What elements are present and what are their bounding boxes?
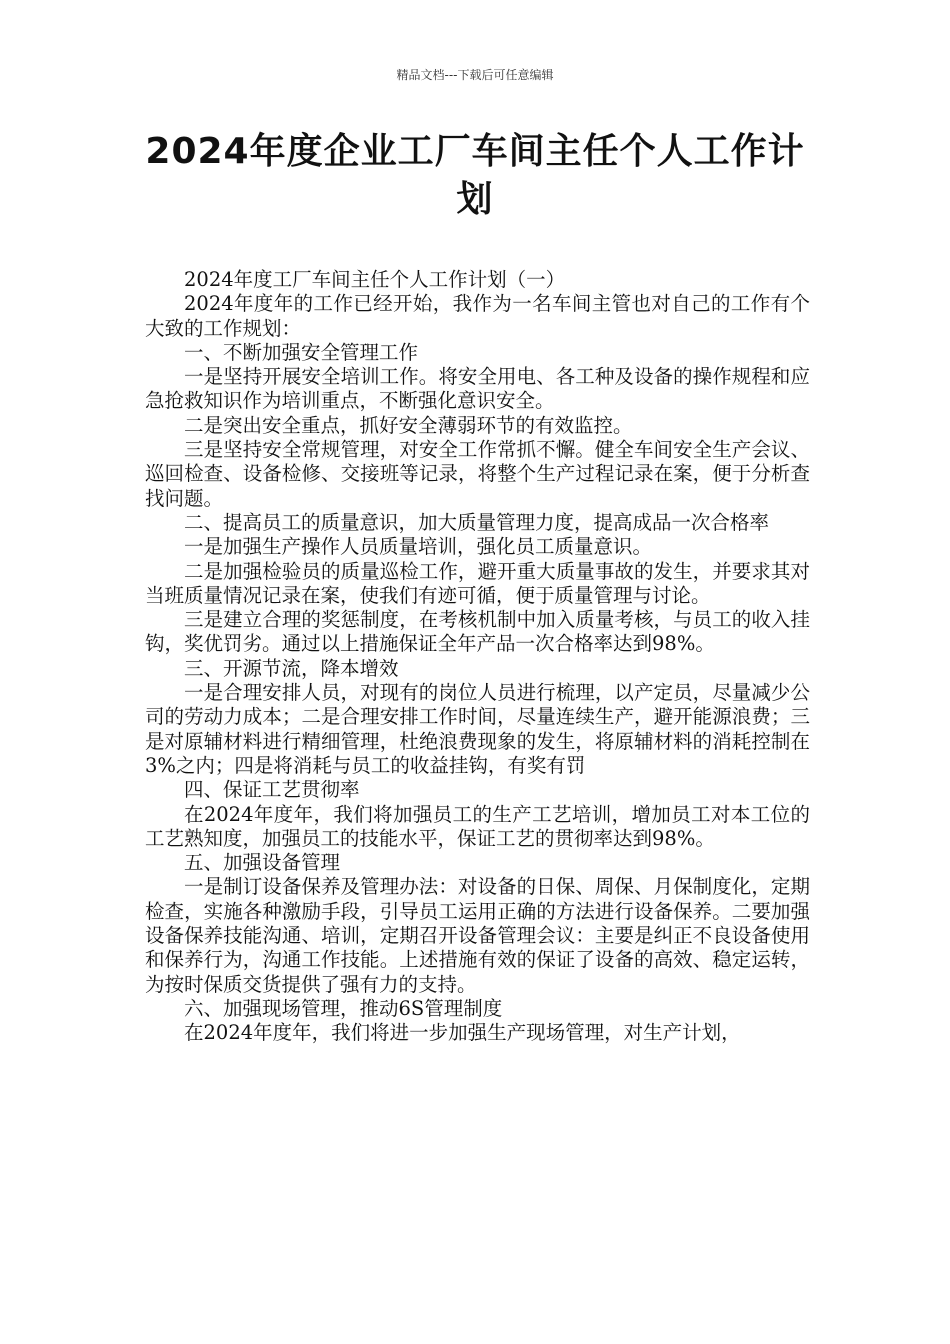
- paragraph-intro: 2024年度年的工作已经开始，我作为一名车间主管也对自己的工作有个大致的工作规划：: [145, 292, 810, 340]
- page-header-note: 精品文档---下载后可任意编辑: [396, 68, 554, 82]
- paragraph: 二是突出安全重点，抓好安全薄弱环节的有效监控。: [184, 413, 633, 437]
- section-heading-quality: 二、提高员工的质量意识，加大质量管理力度，提高成品一次合格率: [184, 510, 770, 534]
- document-title: 2024年度企业工厂车间主任个人工作计划: [145, 131, 805, 220]
- section-heading-cost: 三、开源节流，降本增效: [184, 656, 399, 680]
- paragraph: 三是坚持安全常规管理，对安全工作常抓不懈。健全车间安全生产会议、巡回检查、设备检修、交接班等记录，将整个生产过程记录在案，便于分析查找问题。: [145, 438, 810, 510]
- paragraph: 一是坚持开展安全培训工作。将安全用电、各工种及设备的操作规程和应急抢救知识作为培训重点，不断强化意识安全。: [145, 365, 810, 413]
- section-heading-process: 四、保证工艺贯彻率: [184, 778, 360, 802]
- paragraph: 二是加强检验员的质量巡检工作，避开重大质量事故的发生，并要求其对当班质量情况记录在案，使我们有迹可循，便于质量管理与讨论。: [145, 559, 810, 607]
- section-heading-equipment: 五、加强设备管理: [184, 851, 341, 875]
- paragraph-plan-heading: 2024年度工厂车间主任个人工作计划（一）: [184, 268, 566, 291]
- document-body: [145, 268, 810, 1046]
- paragraph: 一是制订设备保养及管理办法：对设备的日保、周保、月保制度化，定期检查，实施各种激励手段，引导员工运用正确的方法进行设备保养。二要加强设备保养技能沟通、培训，定期召开设备管理会议：主要是纠正不良设备使用和保养行为，沟通工作技能。上述措施有效的保证了设备的高效、稳定运转，为按时保质交货提供了强有力的支持。: [145, 875, 810, 996]
- section-heading-site: 六、加强现场管理，推动6S管理制度: [184, 996, 503, 1020]
- paragraph: 在2024年度年，我们将加强员工的生产工艺培训，增加员工对本工位的工艺熟知度，加强员工的技能水平，保证工艺的贯彻率达到98%。: [145, 802, 810, 850]
- paragraph: 三是建立合理的奖惩制度，在考核机制中加入质量考核，与员工的收入挂钩，奖优罚劣。通过以上措施保证全年产品一次合格率达到98%。: [145, 608, 810, 656]
- paragraph: 在2024年度年，我们将进一步加强生产现场管理，对生产计划，: [184, 1021, 741, 1045]
- section-heading-safety: 一、不断加强安全管理工作: [184, 340, 419, 364]
- paragraph: 一是合理安排人员，对现有的岗位人员进行梳理，以产定员，尽量减少公司的劳动力成本；二是合理安排工作时间，尽量连续生产，避开能源浪费；三是对原辅材料进行精细管理，杜绝浪费现象的发生，将原辅材料的消耗控制在3%之内；四是将消耗与员工的收益挂钩，有奖有罚: [145, 681, 810, 777]
- paragraph: 一是加强生产操作人员质量培训，强化员工质量意识。: [184, 535, 653, 559]
